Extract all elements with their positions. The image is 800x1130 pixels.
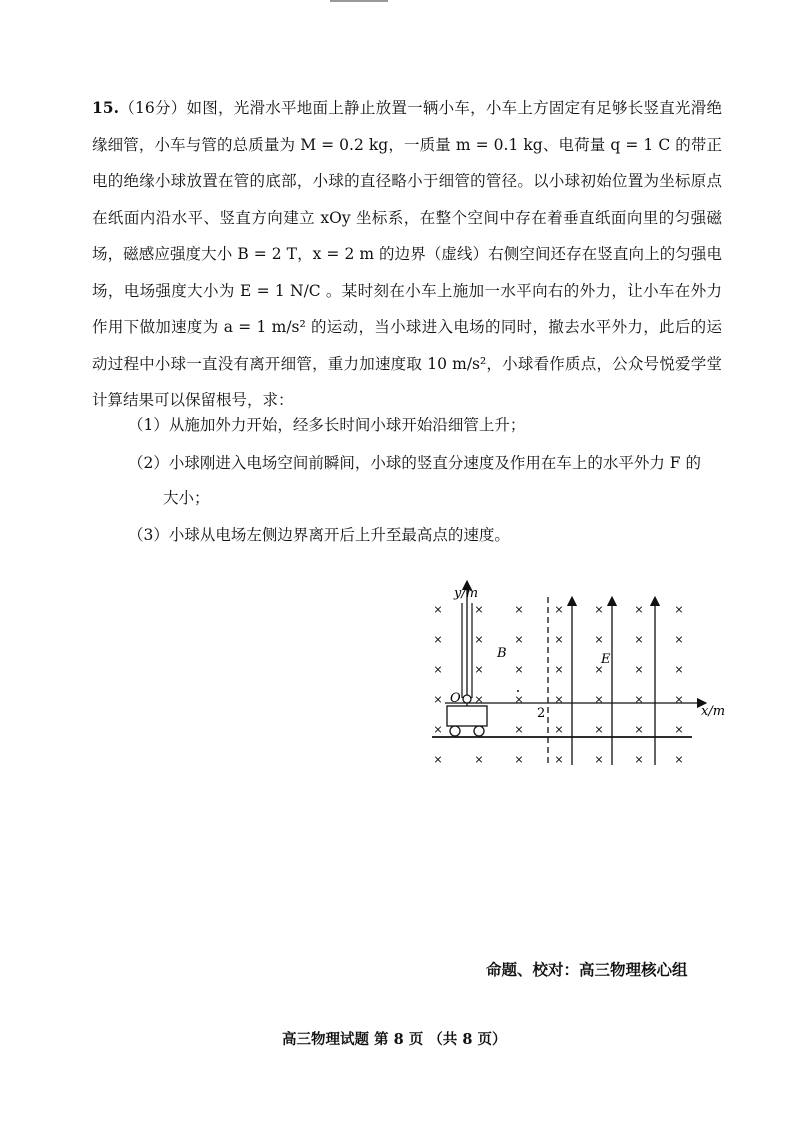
charged-ball (463, 695, 471, 703)
problem-text: （16分）如图，光滑水平地面上静止放置一辆小车，小车上方固定有足够长竖直光滑绝缘细管，小车与管的总质量为 M = 0.2 kg，一质量 m = 0.1 kg、电荷量 q = 1 C 的带正电的绝缘小球放置在管的底部，小球的直径略小于细管的管径。以小球初始位置为坐标原点在纸面内沿水平、竖直方向建立 xOy 坐标系，在整个空间中存在着垂直纸面向里的匀强磁场，磁感应强度大小 B = 2 T，x = 2 m 的边界（虚线）右侧空间还存在竖直向上的匀强电场，电场强度大小为 E = 1 N/C 。某时刻在小车上施加一水平向右的外力，让小车在外力作用下做加速度为 a = 1 m/s² 的运动，当小球进入电场的同时，撤去水平外力，此后的运动过程中小球一直没有离开细管，重力加速度取 10 m/s²，小球看作质点，公众号悦爱学堂 计算结果可以保留根号，求： (92, 99, 722, 409)
field-mark-3-3: × (554, 693, 564, 706)
field-mark-4-5: × (634, 723, 644, 736)
field-mark-1-0: × (433, 633, 443, 646)
field-mark-1-6: × (674, 633, 684, 646)
y-axis-label: y/m (454, 586, 479, 601)
field-mark-3-4: × (594, 693, 604, 706)
field-diagram (420, 575, 726, 775)
question-1: （1）从施加外力开始，经多长时间小球开始沿细管上升； (128, 416, 526, 434)
origin-label: O (450, 691, 461, 706)
field-mark-3-5: × (634, 693, 644, 706)
field-mark-1-2: × (514, 633, 524, 646)
field-mark-0-6: × (674, 603, 684, 616)
field-mark-5-4: × (594, 753, 604, 766)
field-mark-3-0: × (433, 693, 443, 706)
magnetic-field-marks (433, 603, 683, 766)
question-2: （2）小球刚进入电场空间前瞬间，小球的竖直分速度及作用在车上的水平外力 F 的 (128, 454, 701, 472)
cart-body (447, 706, 487, 726)
field-diagram-svg (420, 575, 726, 775)
field-mark-5-2: × (514, 753, 524, 766)
field-mark-1-3: × (554, 633, 564, 646)
field-mark-4-3: × (554, 723, 564, 736)
x-axis-label: x/m (701, 704, 726, 719)
field-mark-1-5: × (634, 633, 644, 646)
field-mark-2-3: × (554, 663, 564, 676)
field-mark-0-2: × (514, 603, 524, 616)
field-mark-1-4: × (594, 633, 604, 646)
boundary-tick-label: 2 (537, 706, 546, 721)
question-3: （3）小球从电场左侧边界离开后上升至最高点的速度。 (128, 526, 510, 544)
problem-number: 15. (92, 98, 119, 117)
field-mark-0-5: × (634, 603, 644, 616)
field-mark-3-6: × (674, 693, 684, 706)
credit-line: 命题、校对：高三物理核心组 (486, 960, 688, 979)
field-mark-4-0: × (433, 723, 443, 736)
dot-mark (517, 690, 519, 692)
question-2-continued: 大小； (163, 489, 210, 507)
field-mark-2-4: × (594, 663, 604, 676)
page-footer: 高三物理试题 第 8 页 （共 8 页） (282, 1031, 507, 1048)
problem-statement (92, 90, 722, 419)
field-mark-4-6: × (674, 723, 684, 736)
b-field-label: B (497, 646, 507, 661)
field-mark-3-2: × (514, 693, 524, 706)
field-mark-2-5: × (634, 663, 644, 676)
field-mark-0-4: × (594, 603, 604, 616)
cart-wheel-right (474, 726, 484, 736)
field-mark-2-2: × (514, 663, 524, 676)
field-mark-2-0: × (433, 663, 443, 676)
field-mark-5-3: × (554, 753, 564, 766)
field-mark-1-1: × (474, 633, 484, 646)
field-mark-5-1: × (474, 753, 484, 766)
cart-wheel-left (450, 726, 460, 736)
field-mark-4-2: × (514, 723, 524, 736)
field-mark-4-4: × (594, 723, 604, 736)
e-field-label: E (601, 652, 611, 667)
field-mark-0-1: × (474, 603, 484, 616)
field-mark-2-1: × (474, 663, 484, 676)
top-mark (330, 0, 388, 2)
field-mark-0-0: × (433, 603, 443, 616)
field-mark-5-0: × (433, 753, 443, 766)
field-mark-2-6: × (674, 663, 684, 676)
field-mark-0-3: × (554, 603, 564, 616)
problem-15 (92, 90, 722, 419)
field-mark-3-1: × (474, 693, 484, 706)
field-mark-5-5: × (634, 753, 644, 766)
field-mark-5-6: × (674, 753, 684, 766)
